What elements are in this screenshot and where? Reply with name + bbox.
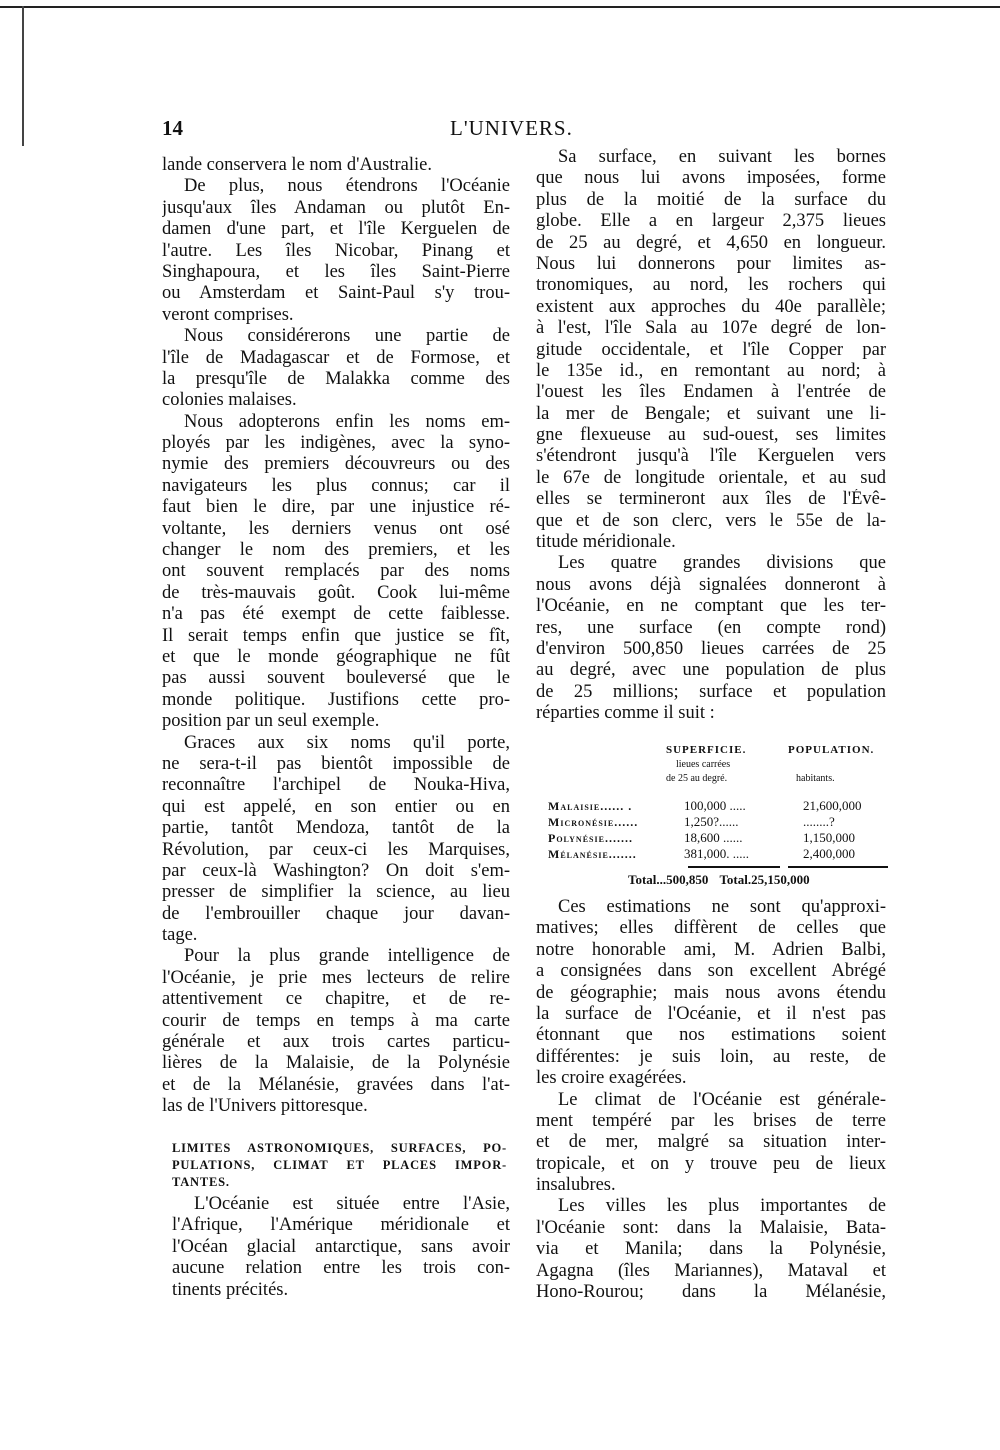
col-header-population: POPULATION. xyxy=(788,744,875,756)
text-line: ou Amsterdam et Saint-Paul s'y trou- xyxy=(162,283,510,304)
text-line: gitude occidentale, et l'île Copper par xyxy=(536,339,886,360)
text-line: l'île de Madagascar et de Formose, et xyxy=(162,347,510,368)
population-value: ........? xyxy=(803,814,835,829)
surface-value: 18,600 ...... xyxy=(684,830,743,845)
text-line: tronomiques, au nord, les rochers qui xyxy=(536,275,886,296)
text-line: Il serait temps enfin que justice se fît, xyxy=(162,625,510,646)
total-surface: Total...500,850 xyxy=(628,872,709,887)
text-line: Les quatre grandes divisions que xyxy=(558,553,886,574)
table-header xyxy=(548,744,893,798)
total-population: Total.25,150,000 xyxy=(719,872,810,887)
text-line: d'environ 500,850 lieues carrées de 25 xyxy=(536,638,886,659)
region-name: Malaisie...... . xyxy=(548,799,633,813)
text-line: étonnant que nos estimations soient xyxy=(536,1025,886,1046)
text-line: las de l'Univers pittoresque. xyxy=(162,1096,368,1117)
section-heading xyxy=(172,1140,507,1191)
text-line: que nous lui avons imposées, forme xyxy=(536,168,886,189)
text-line: notre honorable ami, M. Adrien Balbi, xyxy=(536,939,886,960)
text-line: via et Manila; dans la Polynésie, xyxy=(536,1239,886,1260)
text-line: que et de son clerc, vers le 55e de la- xyxy=(536,510,886,531)
col-header-surface: SUPERFICIE. xyxy=(666,744,747,756)
text-line: l'Océanie, je prie mes lecteurs de relire xyxy=(162,967,510,988)
text-line: monde politique. Justifions cette pro- xyxy=(162,689,510,710)
text-line: navigateurs les plus connus; car il xyxy=(162,475,510,496)
text-line: Révolution, par ceux-ci les Marquises, xyxy=(162,839,510,860)
text-line: elles se termineront aux îles de l'Évê- xyxy=(536,489,886,510)
running-title: L'UNIVERS. xyxy=(450,116,573,140)
text-line: de géographie; mais nous avons étendu xyxy=(536,982,886,1003)
text-line: matives; elles diffèrent de celles que xyxy=(536,918,886,939)
text-line: le 135e id., en remontant au nord; à xyxy=(536,360,886,381)
text-line: de 25 millions; surface et population xyxy=(536,681,886,702)
text-line: l'Océan glacial antarctique, sans avoir xyxy=(172,1236,510,1257)
text-line: n'a pas été exempt de cette faiblesse. xyxy=(162,604,510,625)
text-line: L'Océanie est située entre l'Asie, xyxy=(194,1194,510,1214)
text-line: tropicale, et on y trouve peu de lieux xyxy=(536,1153,886,1174)
left-column xyxy=(162,155,510,1118)
text-line: l'autre. Les îles Nicobar, Pinang et xyxy=(162,240,510,261)
text-line: Hono-Rourou; dans la Mélanésie, xyxy=(536,1282,886,1303)
table-row xyxy=(548,846,893,862)
text-line: à l'est, l'île Sala au 107e degré de lon- xyxy=(536,318,886,339)
text-line: res, une surface (en compte rond) xyxy=(536,617,886,638)
text-line: colonies malaises. xyxy=(162,390,297,411)
text-line: Les villes les plus importantes de xyxy=(558,1196,886,1217)
text-line: courir de temps en temps à ma carte xyxy=(162,1010,510,1031)
text-line: ployés par les indigènes, avec la syno- xyxy=(162,433,510,454)
text-line: les croire exagérées. xyxy=(536,1068,687,1089)
text-line: existent aux approches du 40e parallèle; xyxy=(536,296,886,317)
table-row xyxy=(548,798,893,814)
text-line: De plus, nous étendrons l'Océanie xyxy=(184,176,510,197)
surface-value: 100,000 ..... xyxy=(684,798,746,813)
text-line: l'Afrique, l'Amérique méridionale et xyxy=(172,1215,510,1236)
text-line: pas aussi souvent bouleversé que le xyxy=(162,668,510,689)
text-line: et de mer, malgré sa situation inter- xyxy=(536,1132,886,1153)
text-line: a consignées dans son excellent Abrégé xyxy=(536,961,886,982)
text-line: de très-mauvais goût. Cook lui-même xyxy=(162,582,510,603)
text-line: jusqu'aux îles Andaman ou plutôt En- xyxy=(162,197,510,218)
surface-unit: lieues carrées xyxy=(676,759,731,770)
text-line: faut bien le dire, par une injustice ré- xyxy=(162,497,510,518)
text-line: damen d'une part, et l'île Kerguelen de xyxy=(162,219,510,240)
region-name: Mélanésie....... xyxy=(548,847,637,861)
right-column-top xyxy=(536,147,886,725)
text-line: Nous lui donnerons pour limites as- xyxy=(536,253,886,274)
text-line: partie, tantôt Mendoza, tantôt de la xyxy=(162,818,510,839)
text-line: la presqu'île de Malakka comme des xyxy=(162,368,510,389)
population-unit: habitants. xyxy=(796,773,835,784)
text-line: position par un seul exemple. xyxy=(162,711,380,732)
population-sum-rule xyxy=(788,866,888,868)
text-line: l'ouest les îles Endamen à l'entrée de xyxy=(536,382,886,403)
text-line: lières de la Malaisie, de la Polynésie xyxy=(162,1053,510,1074)
right-column-bottom xyxy=(536,897,886,1303)
surface-value: 1,250?...... xyxy=(684,814,739,829)
surface-unit-2: de 25 au degré. xyxy=(666,773,728,784)
text-line: Nous adopterons enfin les noms em- xyxy=(184,411,510,432)
text-line: l'Océanie sont: dans la Malaisie, Bata- xyxy=(536,1217,886,1238)
surface-population-table xyxy=(548,744,893,887)
text-line: ment tempéré par les brises de terre xyxy=(536,1110,886,1131)
text-line: la mer de Bengale; et suivant une li- xyxy=(536,403,886,424)
text-line: Singhapoura, et les îles Saint-Pierre xyxy=(162,261,510,282)
population-value: 2,400,000 xyxy=(803,846,855,861)
text-line: générale et aux trois cartes particu- xyxy=(162,1032,510,1053)
text-line: attentivement ce chapitre, et de re- xyxy=(162,989,510,1010)
text-line: ne sera-t-il pas bientôt impossible de xyxy=(162,753,510,774)
region-name: Polynésie....... xyxy=(548,831,633,845)
region-name: Micronésie...... xyxy=(548,815,639,829)
text-line: la surface de l'Océanie, et il n'est pas xyxy=(536,1003,886,1024)
text-line: lande conservera le nom d'Australie. xyxy=(162,155,432,175)
text-line: presser de simplifier la science, au lieu xyxy=(162,882,510,903)
text-line: réparties comme il suit : xyxy=(536,703,715,724)
surface-sum-rule xyxy=(688,866,780,868)
text-line: veront comprises. xyxy=(162,304,294,325)
text-line: nous avons déjà signalées donneront à xyxy=(536,574,886,595)
table-row xyxy=(548,814,893,830)
text-line: Sa surface, en suivant les bornes xyxy=(558,147,886,167)
text-line: TANTES. xyxy=(172,1175,230,1189)
text-line: tage. xyxy=(162,925,198,946)
population-value: 21,600,000 xyxy=(803,798,862,813)
text-line: et de la Mélanésie, gravées dans l'at- xyxy=(162,1074,510,1095)
text-line: de l'embrouiller chaque jour davan- xyxy=(162,903,510,924)
text-line: ont souvent remplacés par des noms xyxy=(162,561,510,582)
text-line: Agagna (îles Mariannes), Mataval et xyxy=(536,1260,886,1281)
text-line: insalubres. xyxy=(536,1175,616,1196)
text-line: Pour la plus grande intelligence de xyxy=(184,946,510,967)
text-line: changer le nom des premiers, et les xyxy=(162,540,510,561)
table-totals xyxy=(628,872,818,888)
text-line: nymie des premiers découvreurs ou des xyxy=(162,454,510,475)
scan-border-left xyxy=(22,6,24,146)
page-number: 14 xyxy=(162,116,183,140)
text-line: qui est appelé, en son entier ou en xyxy=(162,796,510,817)
population-value: 1,150,000 xyxy=(803,830,855,845)
text-line: tinents précités. xyxy=(172,1279,289,1300)
table-row xyxy=(548,830,893,846)
text-line: voltante, les derniers venus ont osé xyxy=(162,518,510,539)
text-line: l'Océanie, en ne comptant que les ter- xyxy=(536,596,886,617)
text-line: aucune relation entre les trois con- xyxy=(172,1258,510,1279)
text-line: Nous considérerons une partie de xyxy=(184,326,510,347)
text-line: et que le monde géographique ne fût xyxy=(162,646,510,667)
text-line: globe. Elle a en largeur 2,375 lieues xyxy=(536,211,886,232)
surface-value: 381,000. ..... xyxy=(684,846,749,861)
text-line: plus de la moitié de la surface du xyxy=(536,189,886,210)
text-line: reconnaître l'archipel de Nouka-Hiva, xyxy=(162,775,510,796)
text-line: Ces estimations ne sont qu'approxi- xyxy=(558,897,886,917)
text-line: Graces aux six noms qu'il porte, xyxy=(184,732,510,753)
scan-border-top xyxy=(0,6,1000,8)
left-column-bottom xyxy=(172,1194,510,1301)
text-line: de 25 au degré, et 4,650 en longueur. xyxy=(536,232,886,253)
text-line: différentes: je suis loin, au reste, de xyxy=(536,1046,886,1067)
text-line: le 67e de longitude orientale, et au sud xyxy=(536,467,886,488)
text-line: au degré, avec une population de plus xyxy=(536,660,886,681)
text-line: PULATIONS, CLIMAT ET PLACES IMPOR- xyxy=(172,1158,507,1172)
text-line: s'étendront jusqu'à l'île Kerguelen vers xyxy=(536,446,886,467)
text-line: gne flexueuse au sud-ouest, ses limites xyxy=(536,425,886,446)
text-line: titude méridionale. xyxy=(536,532,676,553)
text-line: Le climat de l'Océanie est générale- xyxy=(558,1089,886,1110)
text-line: par ceux-là Washington? On doit s'em- xyxy=(162,860,510,881)
text-line: LIMITES ASTRONOMIQUES, SURFACES, PO- xyxy=(172,1141,507,1155)
